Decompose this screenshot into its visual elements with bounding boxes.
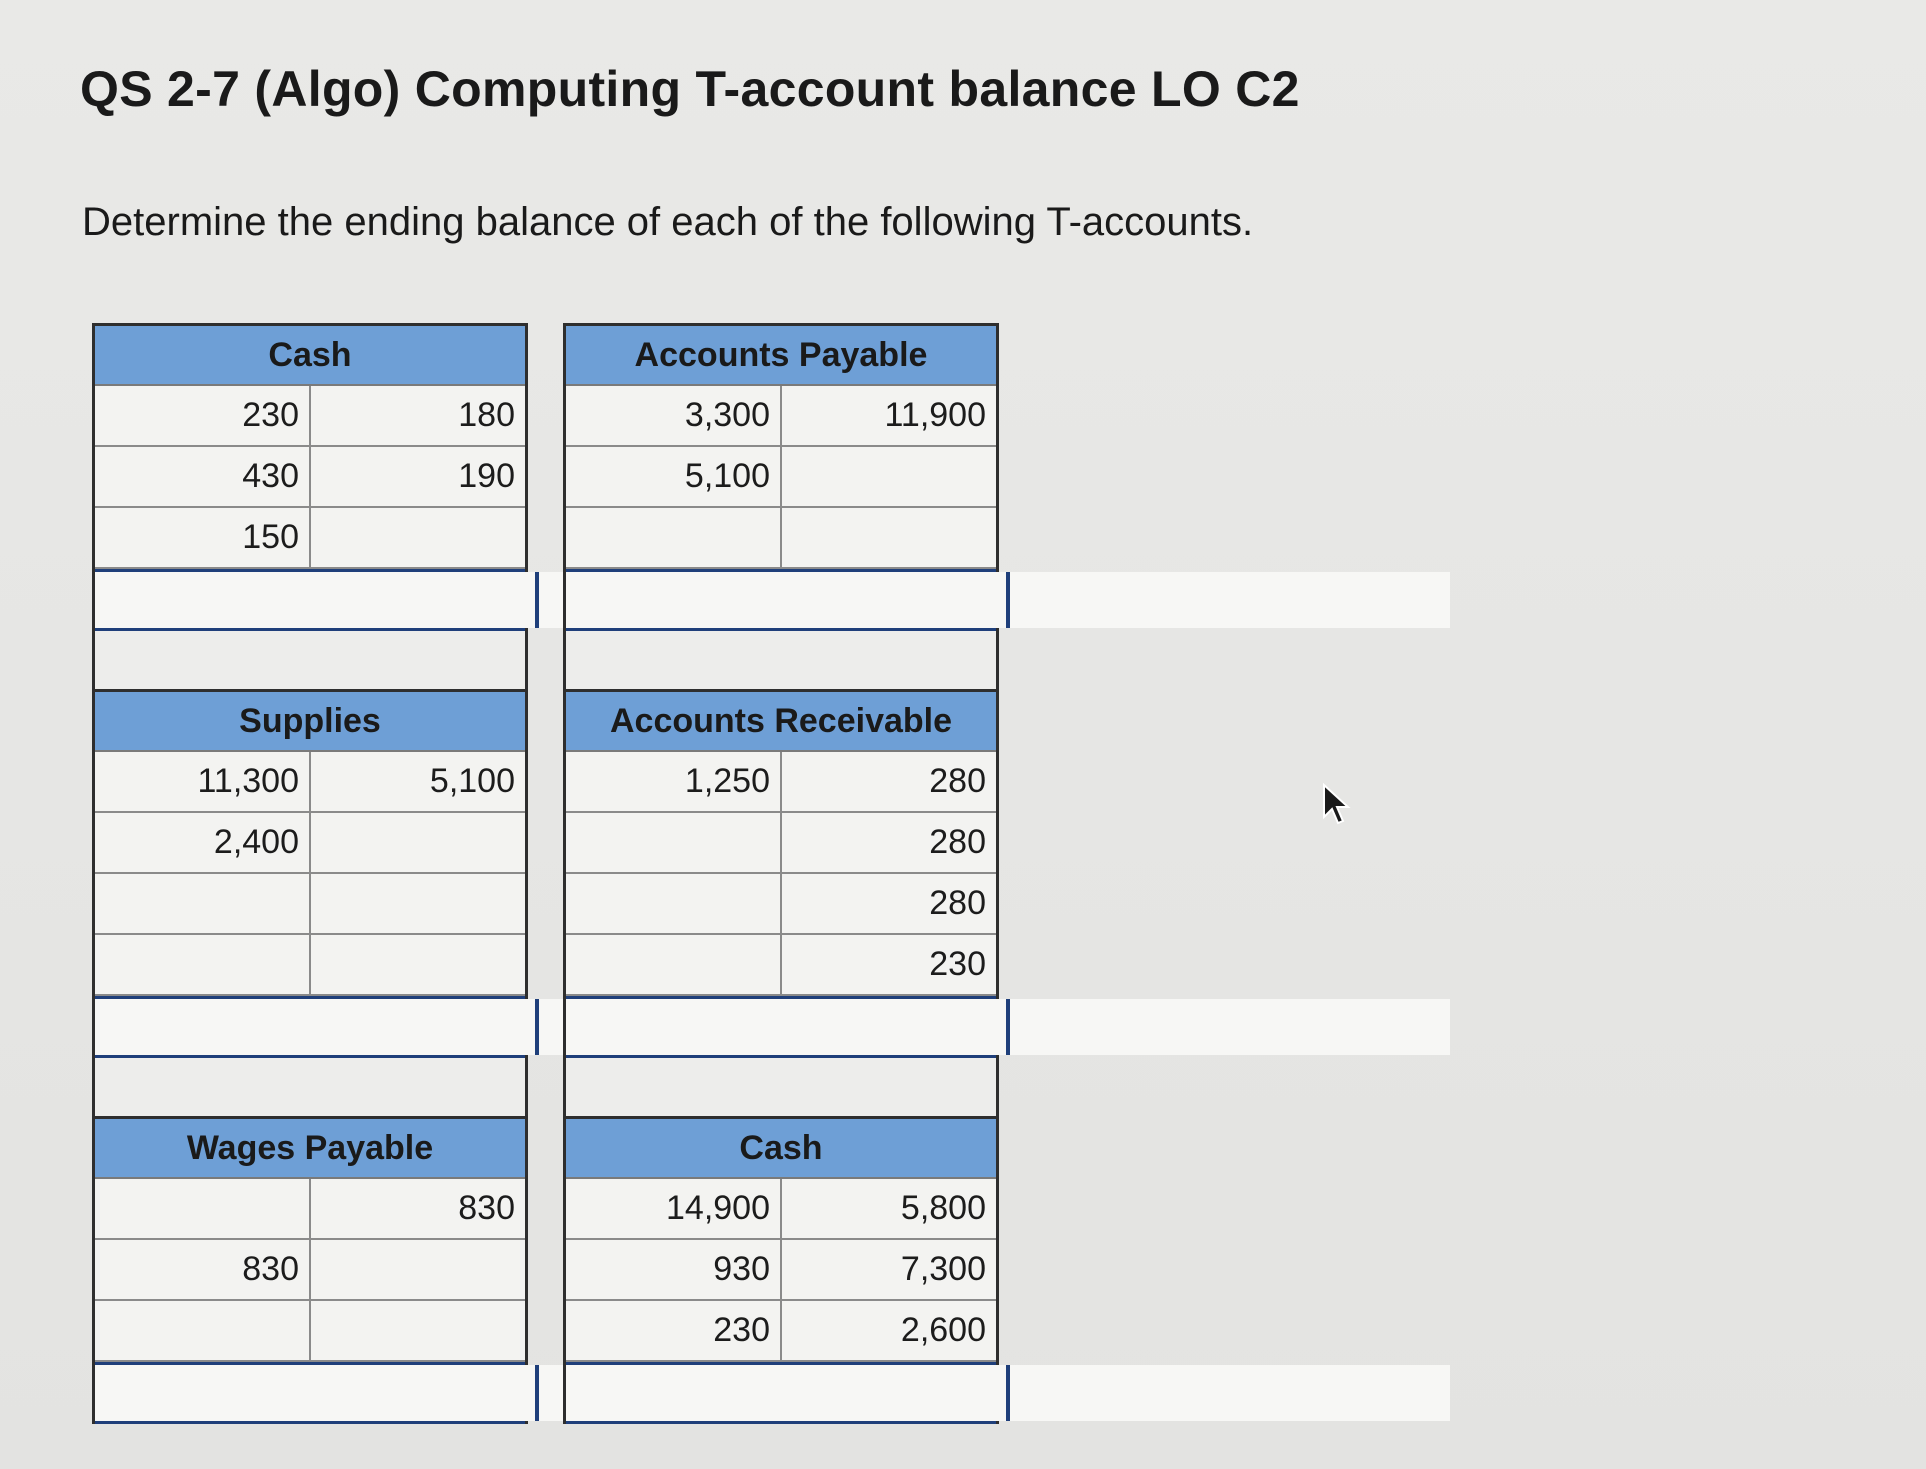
debit-cell (566, 813, 782, 872)
t-account-supplies (92, 689, 528, 1058)
question-prompt: Determine the ending balance of each of the following T-accounts. (82, 200, 1254, 244)
debit-balance-wrapper (566, 1365, 1010, 1421)
spacer (92, 631, 528, 689)
debit-cell: 11,300 (95, 752, 311, 811)
t-account-row (566, 874, 996, 935)
t-account-row (566, 1179, 996, 1240)
t-account-row (566, 1301, 996, 1362)
t-account-row (566, 813, 996, 874)
t-account-row (566, 935, 996, 996)
credit-cell (311, 1301, 525, 1360)
credit-cell: 180 (458, 396, 515, 434)
cash-2-debit-balance-input[interactable] (566, 1365, 1010, 1421)
debit-cell: 2,400 (95, 813, 311, 872)
debit-cell: 230 (566, 1301, 782, 1360)
debit-cell: 830 (95, 1240, 311, 1299)
credit-cell (311, 935, 525, 994)
balance-input-row (95, 1362, 525, 1424)
t-account-accounts-receivable (563, 689, 999, 1058)
t-account-cash-2 (563, 1116, 999, 1424)
t-account-row (95, 508, 525, 569)
debit-cell: 230 (95, 386, 311, 445)
page-title: QS 2-7 (Algo) Computing T-account balance LO C2 (80, 61, 1300, 117)
debit-balance-wrapper (95, 999, 539, 1055)
debit-balance-wrapper (566, 999, 1010, 1055)
credit-cell: 11,900 (884, 396, 986, 434)
credit-cell: 230 (929, 945, 986, 983)
credit-cell (311, 1240, 525, 1299)
t-account-row (95, 447, 525, 508)
credit-cell: 2,600 (900, 1311, 986, 1349)
debit-cell (95, 935, 311, 994)
t-account-header: Cash (95, 323, 525, 386)
balance-input-row (566, 996, 996, 1058)
debit-cell (95, 1301, 311, 1360)
t-account-row (95, 874, 525, 935)
debit-cell (95, 1179, 311, 1238)
credit-balance-wrapper (1010, 572, 1450, 628)
supplies-debit-balance-input[interactable] (95, 999, 539, 1055)
balance-input-row (95, 569, 525, 631)
cash-2-credit-balance-input[interactable] (1010, 1365, 1450, 1421)
credit-cell (311, 874, 525, 933)
t-account-row (566, 386, 996, 447)
debit-cell: 5,100 (566, 447, 782, 506)
credit-cell: 5,800 (900, 1189, 986, 1227)
t-accounts-left-column (92, 323, 528, 1424)
t-account-header: Wages Payable (95, 1116, 525, 1179)
t-account-row (566, 508, 996, 569)
credit-cell: 5,100 (429, 762, 515, 800)
accounts-receivable-credit-balance-input[interactable] (1010, 999, 1450, 1055)
t-account-row (566, 752, 996, 813)
spacer (92, 1058, 528, 1116)
debit-cell: 1,250 (566, 752, 782, 811)
t-account-wages-payable (92, 1116, 528, 1424)
credit-cell (311, 813, 525, 872)
t-account-row (95, 1179, 525, 1240)
t-account-header: Accounts Receivable (566, 689, 996, 752)
balance-input-row (566, 1362, 996, 1424)
debit-cell (566, 508, 782, 567)
debit-balance-wrapper (566, 572, 1010, 628)
wages-payable-debit-balance-input[interactable] (95, 1365, 539, 1421)
t-account-row (95, 1240, 525, 1301)
balance-input-row (95, 996, 525, 1058)
credit-cell: 280 (929, 762, 986, 800)
debit-balance-wrapper (95, 1365, 539, 1421)
spacer (563, 631, 999, 689)
debit-cell: 3,300 (566, 386, 782, 445)
t-account-row (95, 752, 525, 813)
credit-cell: 190 (458, 457, 515, 495)
t-account-header: Supplies (95, 689, 525, 752)
t-accounts-right-column (563, 323, 999, 1424)
debit-cell: 930 (566, 1240, 782, 1299)
t-account-row (566, 1240, 996, 1301)
credit-cell: 280 (929, 823, 986, 861)
credit-balance-wrapper (1010, 1365, 1450, 1421)
t-account-row (95, 386, 525, 447)
debit-cell (566, 935, 782, 994)
credit-balance-wrapper (1010, 999, 1450, 1055)
t-account-row (566, 447, 996, 508)
accounts-payable-credit-balance-input[interactable] (1010, 572, 1450, 628)
credit-cell (311, 508, 525, 567)
t-account-accounts-payable (563, 323, 999, 631)
t-account-row (95, 813, 525, 874)
credit-cell (782, 447, 996, 506)
t-account-header: Cash (566, 1116, 996, 1179)
balance-input-row (566, 569, 996, 631)
credit-cell (782, 508, 996, 567)
t-account-cash (92, 323, 528, 631)
credit-cell: 280 (929, 884, 986, 922)
debit-cell: 14,900 (566, 1179, 782, 1238)
accounts-payable-debit-balance-input[interactable] (566, 572, 1010, 628)
credit-cell: 830 (458, 1189, 515, 1227)
t-account-row (95, 935, 525, 996)
cash-debit-balance-input[interactable] (95, 572, 539, 628)
debit-cell (95, 874, 311, 933)
t-account-row (95, 1301, 525, 1362)
mouse-pointer-icon (1322, 783, 1352, 827)
credit-cell: 7,300 (900, 1250, 986, 1288)
spacer (563, 1058, 999, 1116)
debit-cell: 150 (95, 508, 311, 567)
debit-cell: 430 (95, 447, 311, 506)
debit-cell (566, 874, 782, 933)
debit-balance-wrapper (95, 572, 539, 628)
t-account-header: Accounts Payable (566, 323, 996, 386)
accounts-receivable-debit-balance-input[interactable] (566, 999, 1010, 1055)
